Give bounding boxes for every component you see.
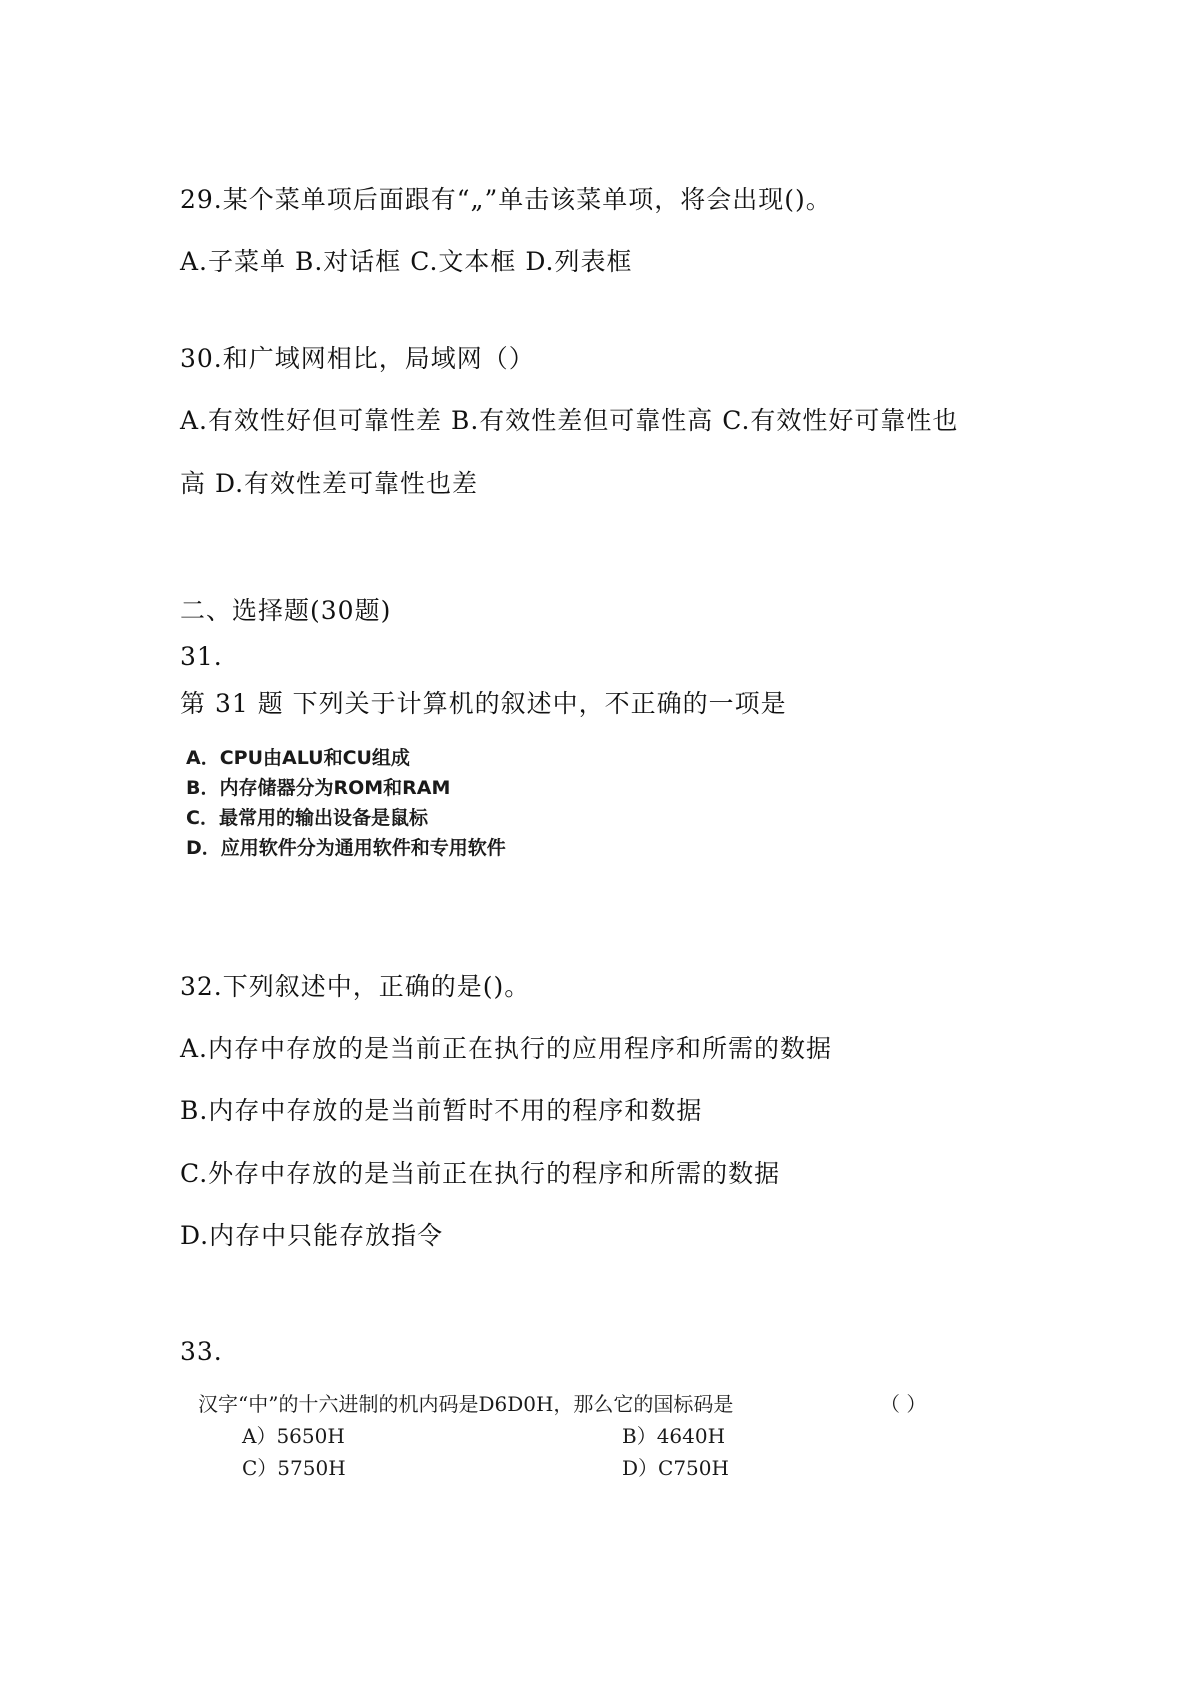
q32-stem: 32.下列叙述中，正确的是()。 — [180, 972, 531, 1001]
q31-option-a: A．CPU由ALU和CU组成 — [186, 747, 410, 769]
q32-option-c: C.外存中存放的是当前正在执行的程序和所需的数据 — [180, 1159, 781, 1188]
q29-stem: 29.某个菜单项后面跟有“„”单击该菜单项，将会出现()。 — [180, 185, 832, 214]
q30-options-line2: 高 D.有效性差可靠性也差 — [180, 469, 479, 498]
q29-options: A.子菜单 B.对话框 C.文本框 D.列表框 — [180, 247, 633, 276]
q30-stem: 30.和广域网相比，局域网（） — [180, 344, 535, 373]
q33-answer-paren: （ ） — [880, 1392, 927, 1416]
q33-option-c: C）5750H — [242, 1456, 346, 1480]
q33-option-d: D）C750H — [622, 1456, 729, 1480]
q31-number: 31. — [180, 642, 223, 671]
q33-option-a: A）5650H — [242, 1424, 345, 1448]
q31-option-c: C．最常用的输出设备是鼠标 — [186, 807, 428, 829]
q33-stem: 汉字“中”的十六进制的机内码是D6D0H，那么它的国标码是 — [198, 1392, 734, 1416]
q32-option-a: A.内存中存放的是当前正在执行的应用程序和所需的数据 — [180, 1034, 833, 1063]
q32-option-b: B.内存中存放的是当前暂时不用的程序和数据 — [180, 1096, 703, 1125]
q31-stem: 第 31 题 下列关于计算机的叙述中，不正确的一项是 — [180, 689, 787, 718]
q31-option-d: D．应用软件分为通用软件和专用软件 — [186, 837, 506, 859]
section-heading: 二、选择题(30题) — [180, 596, 392, 625]
q30-options-line1: A.有效性好但可靠性差 B.有效性差但可靠性高 C.有效性好可靠性也 — [180, 406, 959, 435]
q31-option-b: B．内存储器分为ROM和RAM — [186, 777, 451, 799]
q33-option-b: B）4640H — [622, 1424, 726, 1448]
q33-number: 33. — [180, 1337, 223, 1366]
q32-option-d: D.内存中只能存放指令 — [180, 1221, 444, 1250]
